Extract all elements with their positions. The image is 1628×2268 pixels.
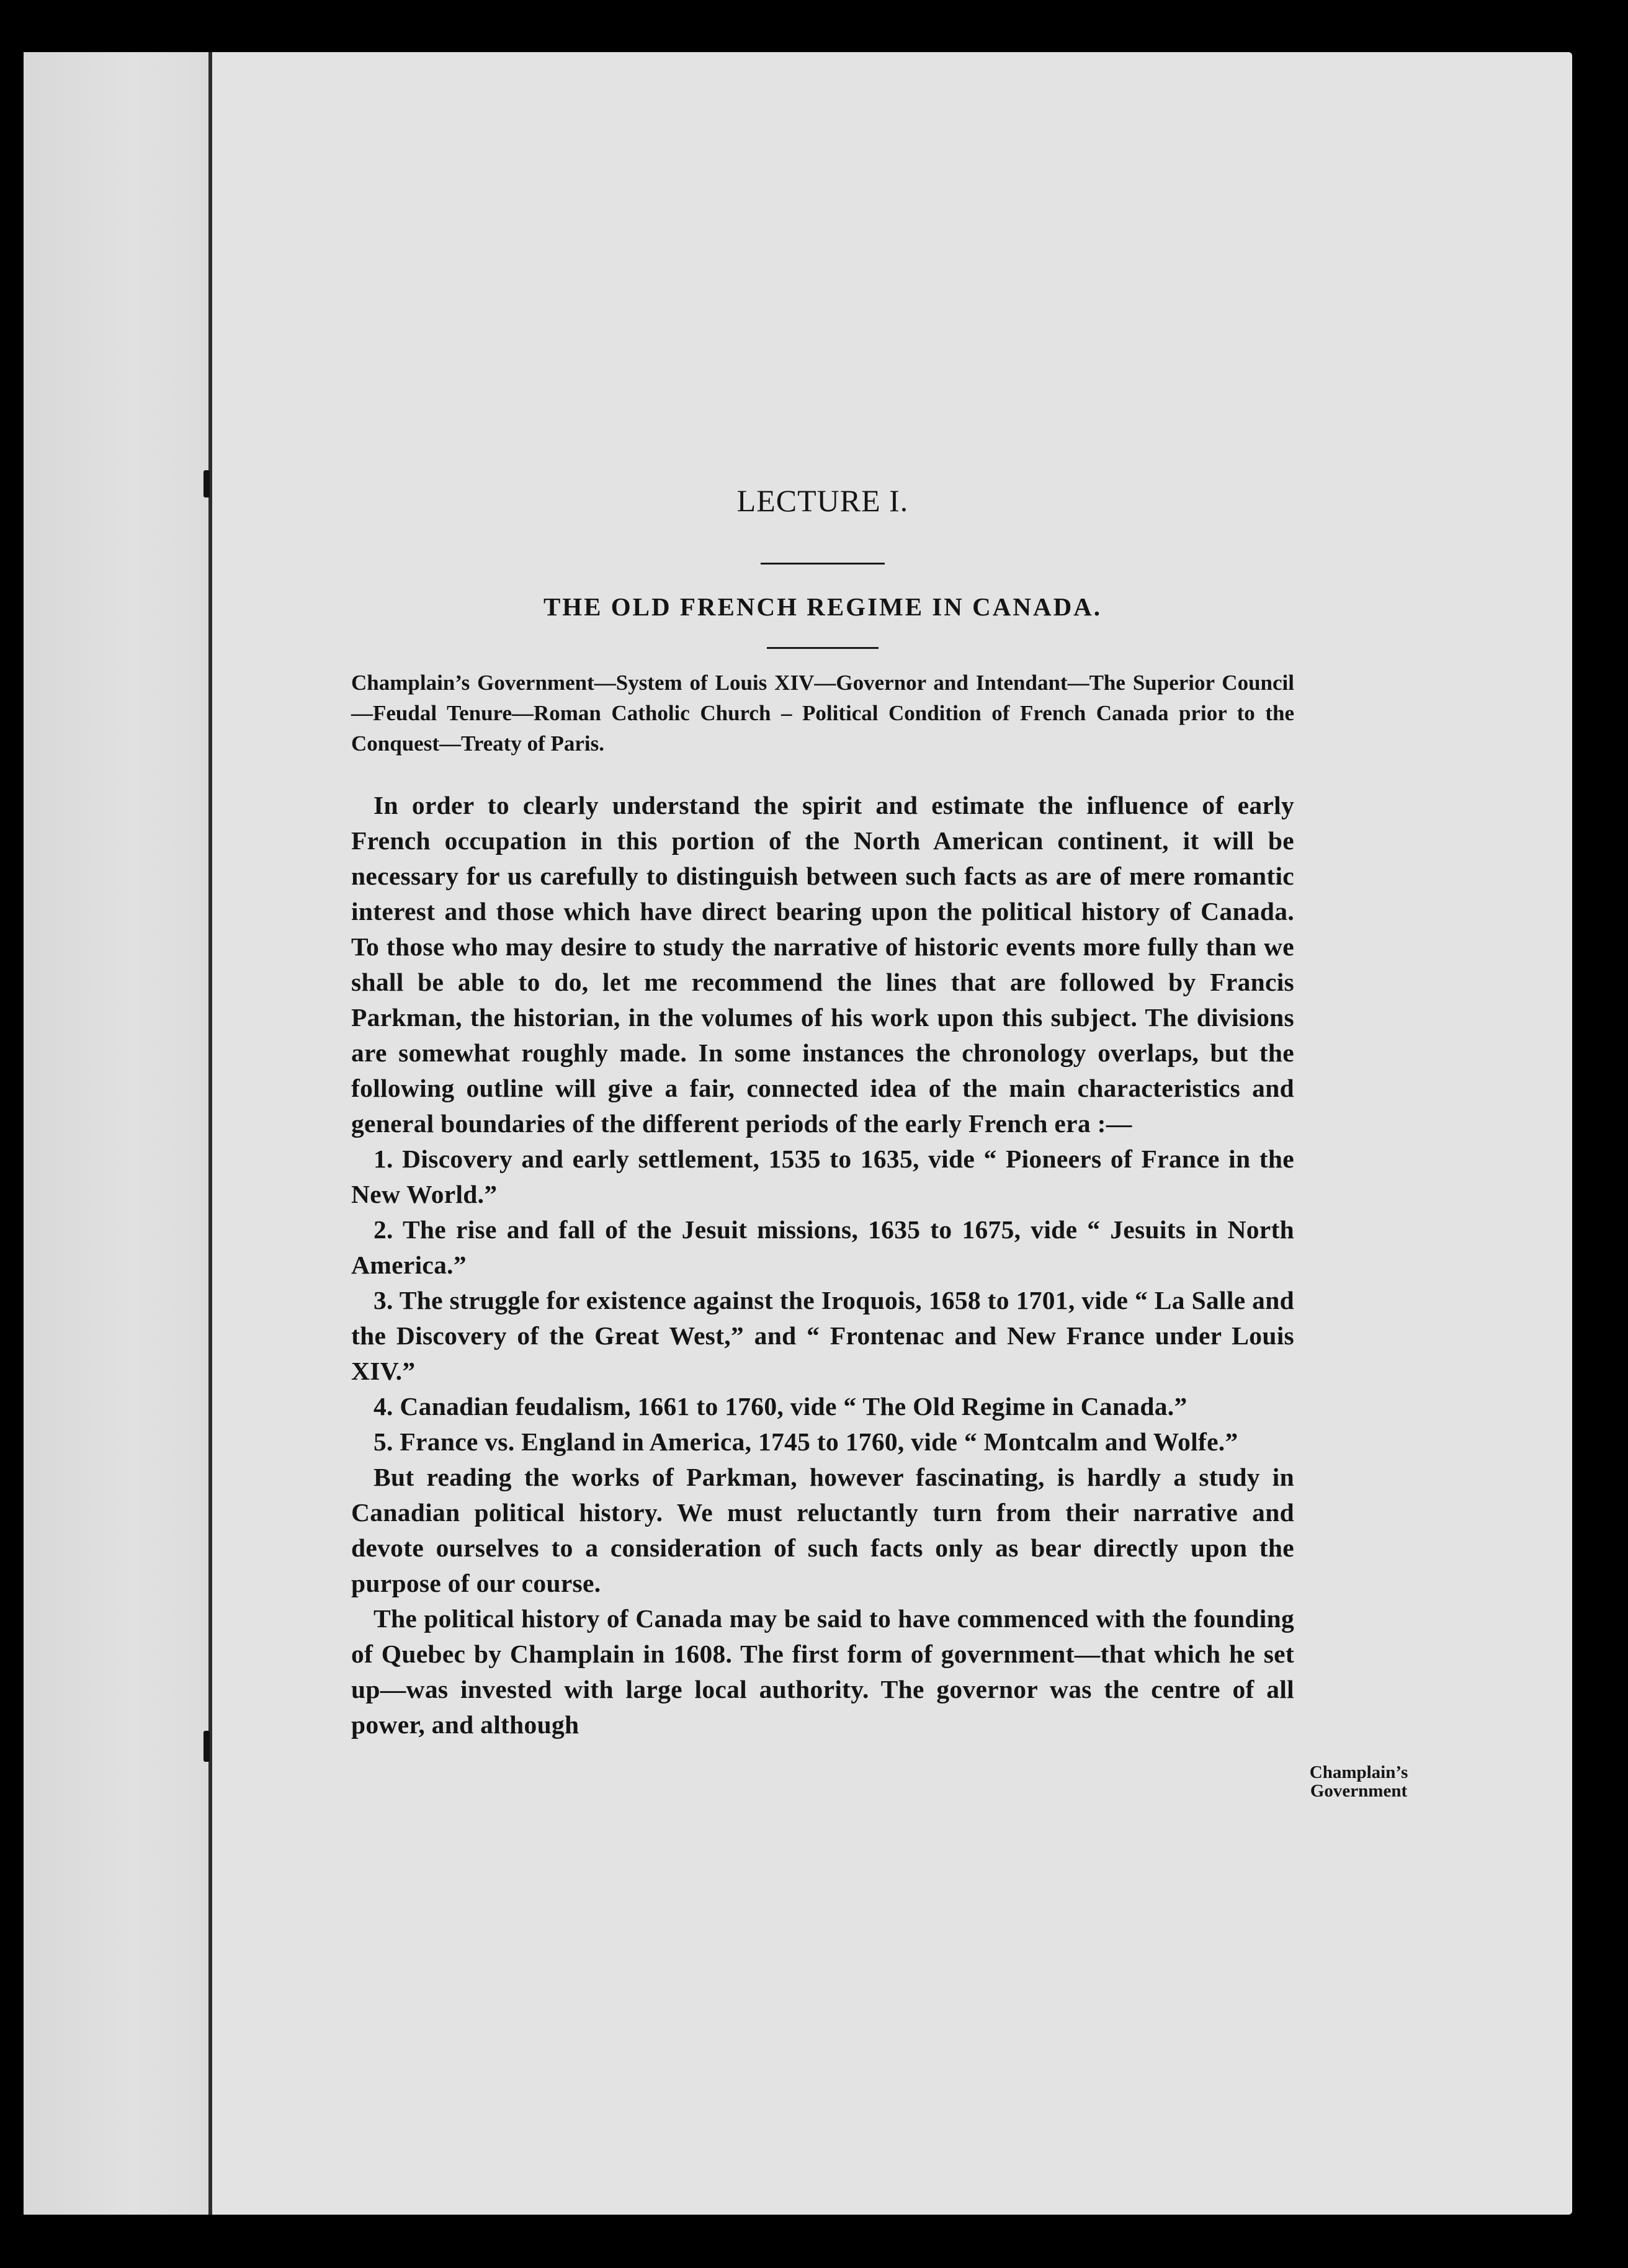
body-text bbox=[351, 788, 1294, 1743]
list-item: 4. Canadian feudalism, 1661 to 1760, vide “ The Old Regime in Canada.” bbox=[373, 1392, 1187, 1421]
list-item: 3. The struggle for existence against the Iroquois, 1658 to 1701, vide “ La Salle and the Discovery of the Great West,” and “ Frontenac and New France under Louis XIV.” bbox=[351, 1286, 1294, 1385]
page-spine-line bbox=[208, 52, 212, 2215]
lecture-number: LECTURE I. bbox=[736, 483, 909, 518]
binding-mark bbox=[204, 470, 210, 498]
list-item: 1. Discovery and early settlement, 1535 to 1635, vide “ Pioneers of France in the New World.” bbox=[351, 1145, 1294, 1208]
paragraph: But reading the works of Parkman, however fascinating, is hardly a study in Canadian political history. We must reluctantly turn from their narrative and devote ourselves to a consideration of such facts only as bear directly upon the purpose of our course. bbox=[351, 1463, 1294, 1597]
lecture-title: THE OLD FRENCH REGIME IN CANADA. bbox=[543, 592, 1102, 621]
paragraph: In order to clearly understand the spirit and estimate the influence of early French occupation in this portion of the North American continent, it will be necessary for us carefully to distinguish between such facts as are of mere romantic interest and those which have direct bearing upon the political history of Canada. To those who may desire to study the narrative of historic events more fully than we shall be able to do, let me recommend the lines that are followed by Francis Parkman, the historian, in the volumes of his work upon this subject. The divisions are somewhat roughly made. In some instances the chronology overlaps, but the following outline will give a fair, connected idea of the main characteristics and general boundaries of the different periods of the early French era :— bbox=[351, 791, 1294, 1138]
list-item: 5. France vs. England in America, 1745 to 1760, vide “ Montcalm and Wolfe.” bbox=[373, 1427, 1238, 1456]
list-item: 2. The rise and fall of the Jesuit missions, 1635 to 1675, vide “ Jesuits in North America.” bbox=[351, 1215, 1294, 1279]
binding-mark bbox=[204, 1731, 210, 1762]
title-rule bbox=[761, 563, 885, 565]
subtitle-rule bbox=[767, 647, 879, 649]
facing-page-shadow bbox=[24, 52, 208, 2215]
paragraph: The political history of Canada may be said to have commenced with the founding of Quebec by Champlain in 1608. The first form of government—that which he set up—was invested with large local authority. The governor was the centre of all power, and although bbox=[351, 1604, 1294, 1739]
chapter-synopsis: Champlain’s Government—System of Louis XIV—Governor and Intendant—The Superior Council—Feudal Tenure—Roman Catholic Church – Political Condition of French Canada prior to the Conquest—Treaty of Paris. bbox=[351, 671, 1294, 756]
margin-note: Champlain’s Government bbox=[1309, 1762, 1408, 1801]
